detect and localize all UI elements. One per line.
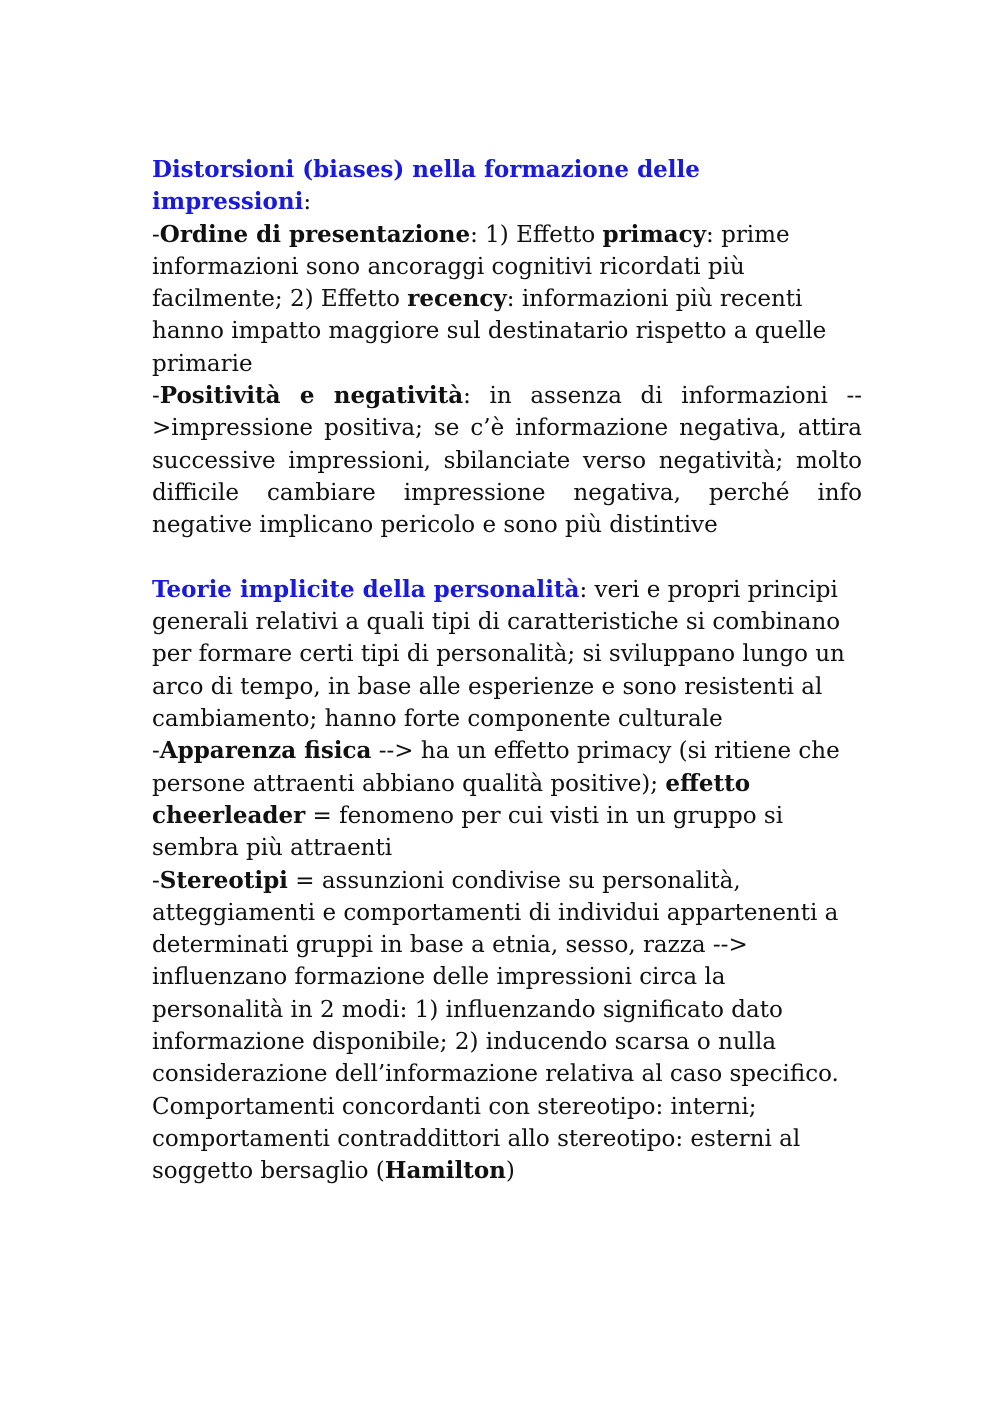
term-effetto-cheerleader: effetto cheerleader: [152, 769, 751, 829]
text-segment: : 1) Effetto: [470, 221, 603, 248]
item-prefix: -: [152, 867, 160, 894]
text-segment: = assunzioni condivise su personalità, atteggiamenti e comportamenti di individui appartenenti a determinati gruppi in base a etnia, sesso, razza --> influenzano formazione delle impressioni circa la personalità in 2 modi: 1) influenzando significato dato informazione disponibile; 2) inducendo scarsa o nulla considerazione dell’informazione relativa al caso specifico. Comportamenti concordanti con stereotipo: interni; comportamenti contraddittori allo stereotipo: esterni al soggetto bersaglio (: [152, 867, 839, 1185]
heading-distorsioni: Distorsioni (biases) nella formazione delle impressioni: [152, 156, 700, 216]
document-page: [152, 154, 862, 1188]
item-stereotipi: [152, 865, 862, 1188]
term-stereotipi: Stereotipi: [159, 866, 288, 894]
section-teorie-implicite: [152, 574, 862, 735]
text-segment: : veri e propri principi generali relativi a quali tipi di caratteristiche si combinano per formare certi tipi di personalità; si sviluppano lungo un arco di tempo, in base alle esperienze e sono resistenti al cambiamento; hanno forte componente culturale: [152, 576, 845, 733]
paragraph-spacer: [152, 542, 862, 574]
item-prefix: -: [152, 383, 160, 410]
heading-colon: :: [303, 189, 312, 216]
term-hamilton: Hamilton: [384, 1157, 506, 1185]
item-positivita-negativita: [152, 380, 862, 541]
text-segment: : prime informazioni sono ancoraggi cognitivi ricordati più facilmente; 2) Effetto: [152, 221, 790, 313]
item-prefix: -: [152, 738, 160, 765]
item-prefix: -: [152, 221, 160, 248]
term-apparenza-fisica: Apparenza fisica: [159, 737, 372, 765]
term-recency: recency: [407, 285, 507, 313]
text-segment: : in assenza di informazioni -->impressione positiva; se c’è informazione negativa, attira successive impressioni, sbilanciate verso negatività; molto difficile cambiare impressione negativa, perché info negative implicano pericolo e sono più distintive: [152, 383, 862, 539]
term-ordine-presentazione: Ordine di presentazione: [159, 220, 471, 248]
text-segment: --> ha un effetto primacy (si ritiene che persone attraenti abbiano qualità positive);: [152, 738, 840, 797]
section-distorsioni-heading: [152, 154, 862, 219]
heading-teorie-implicite: Teorie implicite della personalità: [152, 575, 580, 603]
term-positivita-negativita: Positività e negatività: [159, 382, 464, 410]
text-segment: ): [505, 1158, 515, 1185]
item-apparenza-fisica: [152, 735, 862, 864]
text-segment: : informazioni più recenti hanno impatto maggiore sul destinatario rispetto a quelle primarie: [152, 286, 827, 377]
text-segment: = fenomeno per cui visti in un gruppo si sembra più attraenti: [152, 802, 784, 862]
term-primacy: primacy: [602, 220, 707, 248]
item-ordine-presentazione: [152, 219, 862, 380]
